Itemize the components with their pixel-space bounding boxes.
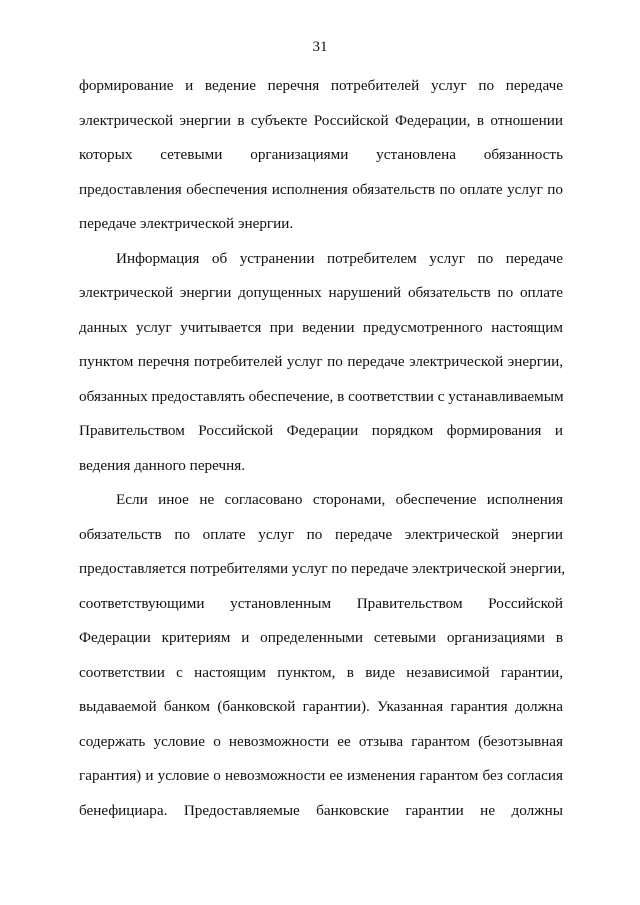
text-line: бенефициара. Предоставляемые банковские гарантии не должны (79, 802, 563, 819)
text-line: обязательств по оплате услуг по передаче электрической энергии (79, 526, 563, 543)
text-line: данных услуг учитывается при ведении предусмотренного настоящим (79, 319, 563, 336)
text-line: предоставляется потребителями услуг по передаче электрической энергии, (79, 560, 566, 577)
text-line: электрической энергии допущенных нарушений обязательств по оплате (79, 284, 563, 301)
page-number: 31 (312, 39, 328, 55)
text-line: Правительством Российской Федерации порядком формирования и (79, 422, 563, 439)
text-line: предоставления обеспечения исполнения обязательств по оплате услуг по (79, 181, 563, 198)
text-line: Информация об устранении потребителем услуг по передаче (116, 250, 563, 267)
text-line: ведения данного перечня. (79, 457, 246, 474)
text-line: соответствии с настоящим пунктом, в виде независимой гарантии, (79, 664, 563, 681)
text-line: пунктом перечня потребителей услуг по передаче электрической энергии, (79, 353, 563, 370)
text-line: электрической энергии в субъекте Российской Федерации, в отношении (79, 112, 563, 129)
text-line: содержать условие о невозможности ее отзыва гарантом (безотзывная (79, 733, 563, 750)
text-line: Если иное не согласовано сторонами, обеспечение исполнения (116, 491, 563, 508)
text-line: которых сетевыми организациями установлена обязанность (79, 146, 563, 163)
text-line: Федерации критериям и определенными сетевыми организациями в (79, 629, 563, 646)
text-line: гарантия) и условие о невозможности ее изменения гарантом без согласия (79, 767, 563, 784)
text-line: формирование и ведение перечня потребителей услуг по передаче (79, 77, 563, 94)
text-line: выдаваемой банком (банковской гарантии). Указанная гарантия должна (79, 698, 563, 715)
text-line: передаче электрической энергии. (79, 215, 294, 232)
text-line: соответствующими установленным Правительством Российской (79, 595, 563, 612)
text-line: обязанных предоставлять обеспечение, в соответствии с устанавливаемым (79, 388, 564, 405)
